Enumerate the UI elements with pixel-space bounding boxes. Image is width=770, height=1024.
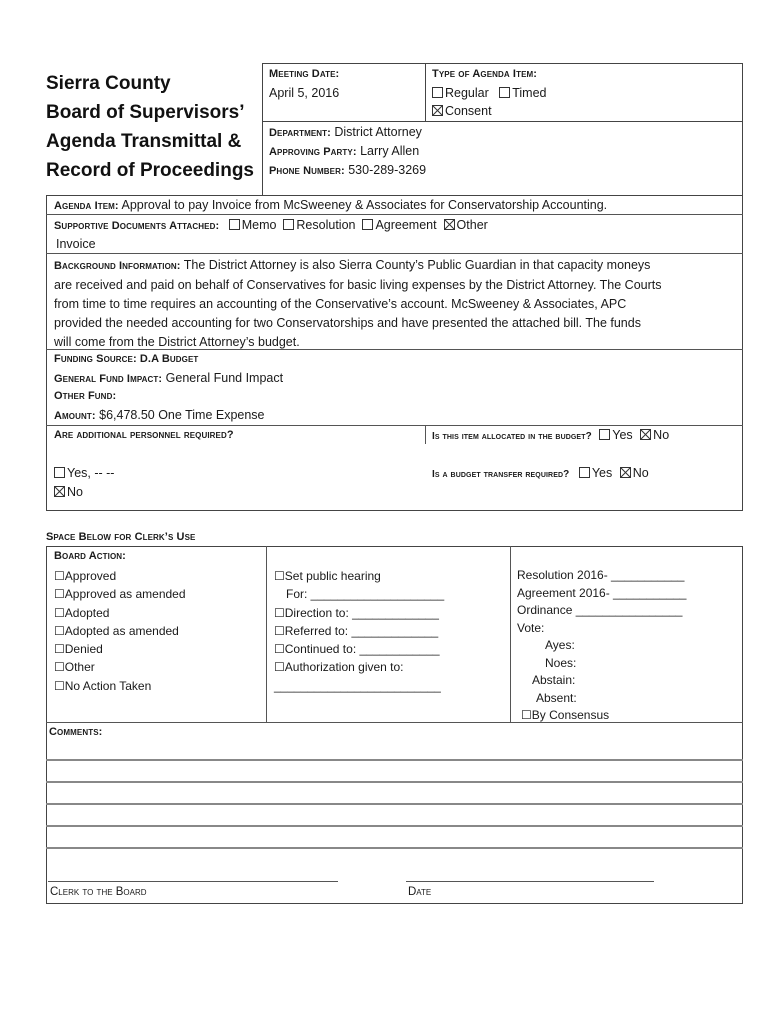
- board-action-list: [54, 567, 186, 695]
- amount-value[interactable]: $6,478.50 One Time Expense: [99, 408, 265, 422]
- ordinance-field[interactable]: Ordinance ________________: [517, 603, 683, 617]
- transfer-yes-checkbox[interactable]: [579, 467, 590, 478]
- personnel-yes-row: [54, 466, 114, 480]
- personnel-yes-label: Yes, -- --: [67, 466, 115, 480]
- agreement-number-field[interactable]: Agreement 2016- ___________: [517, 585, 687, 600]
- memo-checkbox[interactable]: [229, 219, 240, 230]
- agenda-type-row-2: [432, 104, 492, 118]
- direction-item[interactable]: [274, 604, 444, 622]
- divider-docs: [46, 253, 743, 254]
- date-signature-line[interactable]: [406, 881, 654, 882]
- meeting-date-value[interactable]: April 5, 2016: [269, 86, 340, 100]
- noes-label[interactable]: Noes:: [545, 655, 577, 670]
- memo-label: Memo: [241, 218, 277, 232]
- continued-item[interactable]: [274, 640, 444, 658]
- date-label: Date: [408, 886, 432, 898]
- other-checkbox[interactable]: [444, 219, 455, 230]
- personnel-no-checkbox[interactable]: [54, 486, 65, 497]
- agreement-label: Agreement: [375, 218, 437, 232]
- divider-funding: [46, 425, 743, 426]
- checkbox-glyph: ☐: [54, 642, 65, 657]
- background-label: Background Information:: [54, 260, 181, 272]
- background-line-1: The District Attorney is also Sierra County’s Public Guardian in that capacity moneys: [183, 258, 651, 272]
- agenda-item-value[interactable]: Approval to pay Invoice from McSweeney & Associates for Conservatorship Accounting.: [121, 198, 608, 212]
- amount-label: Amount:: [54, 410, 96, 422]
- set-hearing-item[interactable]: [274, 567, 444, 585]
- action-item[interactable]: [54, 585, 186, 603]
- consensus-item[interactable]: [517, 707, 686, 725]
- action-item[interactable]: [54, 567, 186, 585]
- personnel-no-row: [54, 485, 83, 499]
- budget-transfer-row: [432, 466, 649, 480]
- clerk-middle-list: [274, 567, 444, 695]
- department-label: Department:: [269, 127, 331, 139]
- comment-line[interactable]: [46, 847, 743, 849]
- comment-line[interactable]: [46, 781, 743, 783]
- allocated-yes-checkbox[interactable]: [599, 429, 610, 440]
- comment-line[interactable]: [46, 803, 743, 805]
- absent-label[interactable]: Absent:: [536, 690, 577, 705]
- action-label: Adopted as amended: [64, 623, 179, 638]
- general-fund-value[interactable]: General Fund Impact: [165, 371, 284, 385]
- action-label: Denied: [64, 642, 103, 657]
- agenda-type-row-1: [432, 86, 546, 100]
- allocated-no-label: No: [653, 428, 670, 442]
- comments-label: Comments:: [49, 726, 103, 738]
- checkbox-glyph: ☐: [274, 660, 285, 675]
- comment-line[interactable]: [46, 759, 743, 761]
- meeting-date-label: Meeting Date:: [269, 68, 340, 80]
- action-label: Other: [64, 660, 95, 675]
- checkbox-glyph: ☐: [54, 623, 65, 638]
- supporting-docs-row: [54, 218, 488, 232]
- action-item[interactable]: [54, 622, 186, 640]
- authorization-item[interactable]: [274, 658, 444, 676]
- middle-label: Set public hearing: [284, 569, 381, 583]
- background-line-4: provided the needed accounting for two Conservatorships and have presented the attached bill. The funds: [54, 316, 641, 330]
- action-item[interactable]: [54, 677, 186, 695]
- budget-allocated-question: Is this item allocated in the budget?: [432, 431, 592, 442]
- background-line-2: are received and paid on behalf of Conservatives for basic living expenses by the District Attorney. The Courts: [54, 278, 662, 292]
- title-line-3: Agenda Transmittal &: [46, 131, 242, 152]
- clerk-signature-line[interactable]: [48, 881, 338, 882]
- agenda-item-label: Agenda Item:: [54, 200, 119, 212]
- consent-checkbox[interactable]: [432, 105, 443, 116]
- other-label: Other: [456, 218, 488, 232]
- clerk-right-list: [517, 567, 686, 725]
- for-field[interactable]: [274, 585, 444, 603]
- agreement-checkbox[interactable]: [362, 219, 373, 230]
- middle-label: For: ____________________: [286, 587, 445, 602]
- agenda-item-row: [54, 198, 607, 212]
- clerk-section-label: Space Below for Clerk’s Use: [46, 531, 196, 543]
- divider-agenda: [46, 214, 743, 215]
- checkbox-glyph: ☐: [274, 569, 285, 583]
- general-fund-label: General Fund Impact:: [54, 373, 163, 385]
- checkbox-glyph: ☐: [54, 587, 65, 602]
- action-label: Approved: [64, 569, 117, 583]
- action-label: Approved as amended: [64, 587, 186, 602]
- authorization-field[interactable]: [274, 677, 444, 695]
- action-label: No Action Taken: [64, 678, 152, 693]
- checkbox-glyph: ☐: [54, 678, 65, 693]
- personnel-no-label: No: [67, 485, 83, 499]
- department-value[interactable]: District Attorney: [334, 125, 422, 139]
- board-title: [46, 69, 254, 185]
- board-action-label: Board Action:: [54, 550, 126, 562]
- background-block: [54, 256, 742, 352]
- approving-party-value[interactable]: Larry Allen: [360, 144, 420, 158]
- approving-party-label: Approving Party:: [269, 146, 357, 158]
- personnel-question: Are additional personnel required?: [54, 429, 234, 441]
- supporting-docs-label: Supportive Documents Attached:: [54, 220, 220, 232]
- timed-checkbox[interactable]: [499, 87, 510, 98]
- regular-label: Regular: [445, 86, 489, 100]
- transfer-no-checkbox[interactable]: [620, 467, 631, 478]
- checkbox-glyph: ☐: [54, 660, 65, 675]
- checkbox-glyph: ☐: [274, 605, 285, 620]
- transfer-yes-label: Yes: [591, 466, 613, 480]
- middle-label: Authorization given to:: [284, 660, 404, 675]
- checkbox-glyph: ☐: [54, 605, 65, 620]
- clerk-to-board-label: Clerk to the Board: [50, 886, 147, 898]
- other-doc-text[interactable]: Invoice: [56, 237, 96, 251]
- amount-row: [54, 408, 265, 422]
- comment-line[interactable]: [46, 825, 743, 827]
- resolution-number-field[interactable]: Resolution 2016- ___________: [517, 568, 685, 582]
- allocated-yes-label: Yes: [612, 428, 633, 442]
- referred-item[interactable]: [274, 622, 444, 640]
- middle-label: _________________________: [274, 678, 441, 693]
- agenda-type-label: Type of Agenda Item:: [432, 68, 538, 80]
- resolution-checkbox[interactable]: [283, 219, 294, 230]
- allocated-no-checkbox[interactable]: [640, 429, 651, 440]
- clerk-col-divider-2: [510, 546, 511, 722]
- checkbox-glyph: ☐: [521, 708, 532, 722]
- abstain-label[interactable]: Abstain:: [532, 673, 576, 687]
- other-fund-label: Other Fund:: [54, 390, 117, 402]
- checkbox-glyph: ☐: [274, 642, 285, 657]
- title-line-4: Record of Proceedings: [46, 160, 254, 181]
- checkbox-glyph: ☐: [274, 623, 285, 638]
- funding-source: Funding Source: D.A Budget: [54, 353, 199, 365]
- middle-label: Direction to: _____________: [284, 605, 439, 620]
- phone-value[interactable]: 530-289-3269: [348, 163, 427, 177]
- general-fund-row: [54, 371, 283, 385]
- title-line-1: Sierra County: [46, 73, 171, 94]
- background-line-3: from time to time requires an accounting of the Conservative’s account. McSweeney & Associates, APC: [54, 297, 627, 311]
- middle-label: Continued to: ____________: [284, 642, 440, 657]
- consensus-label: By Consensus: [531, 708, 610, 722]
- timed-label: Timed: [512, 86, 547, 100]
- budget-transfer-question: Is a budget transfer required?: [432, 469, 570, 480]
- department-row: [269, 125, 422, 139]
- action-item[interactable]: [54, 604, 186, 622]
- transfer-no-label: No: [632, 466, 649, 480]
- phone-row: [269, 163, 426, 177]
- action-label: Adopted: [64, 605, 110, 620]
- action-item[interactable]: [54, 658, 186, 676]
- middle-label: Referred to: _____________: [284, 623, 439, 638]
- ayes-label[interactable]: Ayes:: [545, 638, 575, 652]
- vote-label: Vote:: [517, 620, 545, 635]
- phone-label: Phone Number:: [269, 165, 345, 177]
- action-item[interactable]: [54, 640, 186, 658]
- title-line-2: Board of Supervisors’: [46, 102, 245, 123]
- regular-checkbox[interactable]: [432, 87, 443, 98]
- resolution-label: Resolution: [296, 218, 356, 232]
- background-line-5: will come from the District Attorney’s budget.: [54, 335, 300, 349]
- personnel-yes-checkbox[interactable]: [54, 467, 65, 478]
- consent-label: Consent: [445, 104, 492, 118]
- checkbox-glyph: ☐: [54, 569, 65, 583]
- budget-allocated-row: [432, 428, 669, 442]
- divider-personnel-budget: [425, 425, 426, 444]
- clerk-col-divider-1: [266, 546, 267, 722]
- approving-party-row: [269, 144, 419, 158]
